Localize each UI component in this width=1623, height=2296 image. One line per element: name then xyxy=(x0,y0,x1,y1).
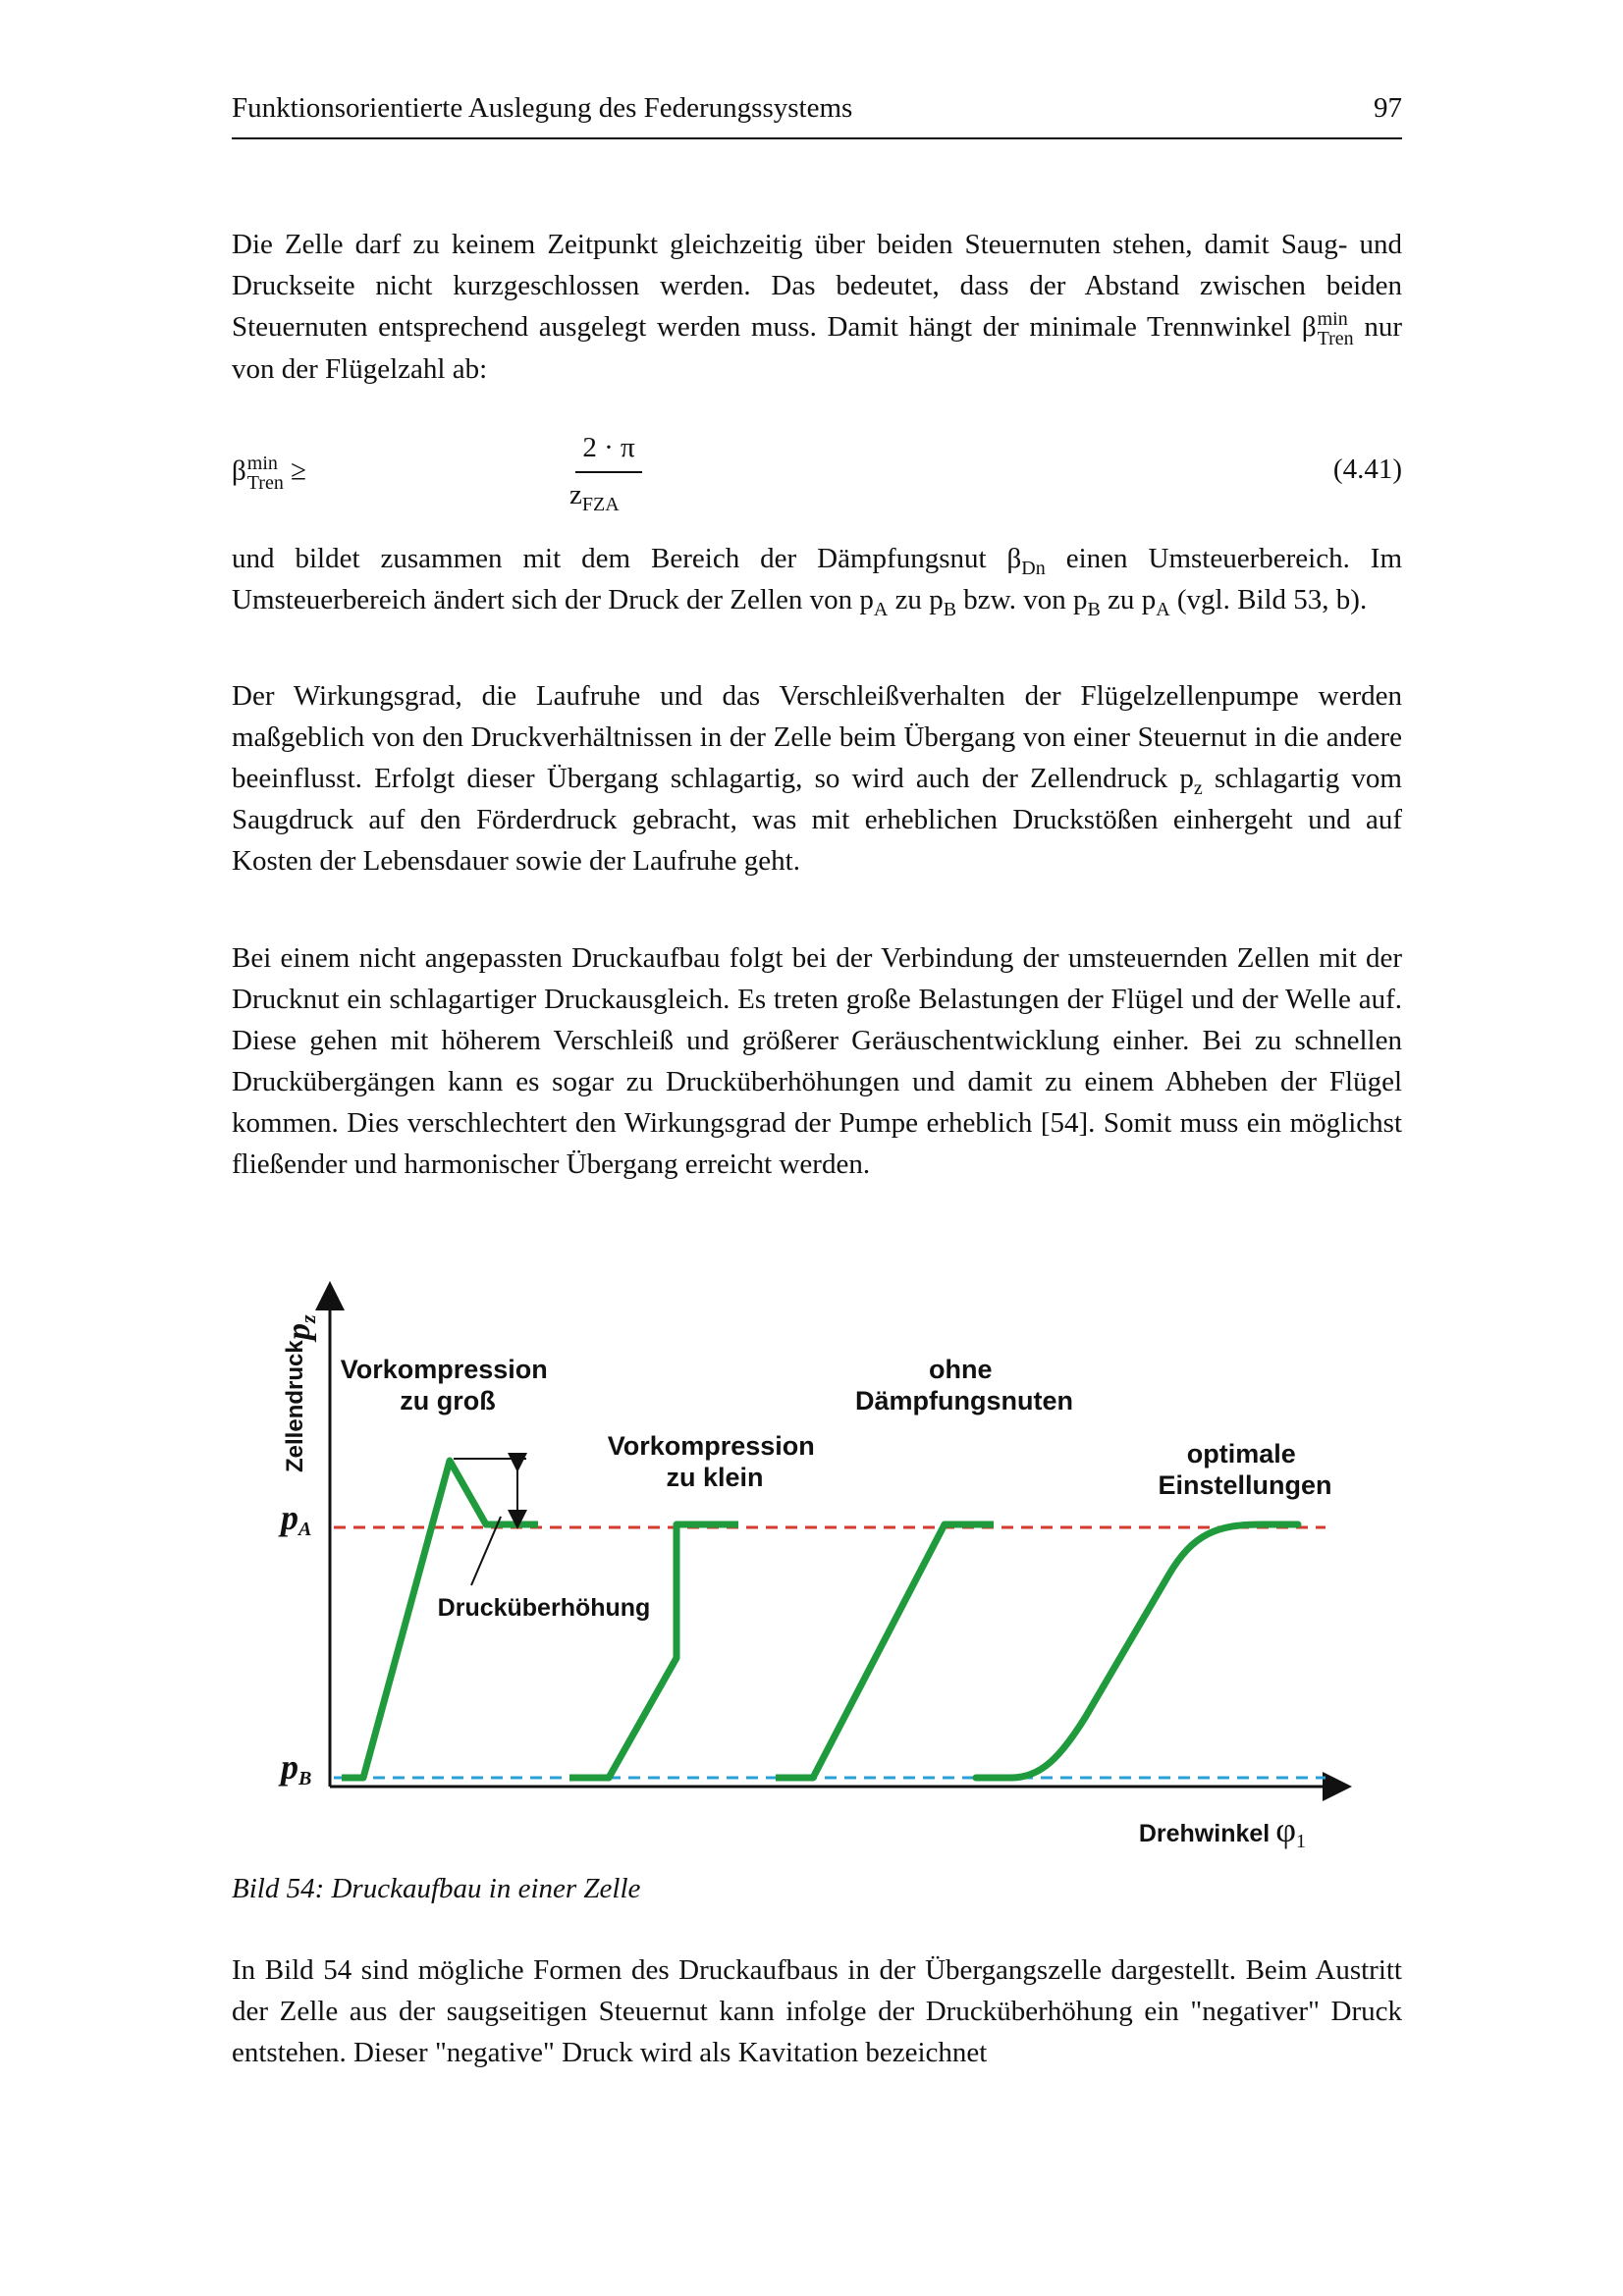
curve-optimale-einstellungen xyxy=(976,1524,1298,1778)
curve-vorkompression-zu-klein xyxy=(569,1524,738,1778)
pa-label: pA xyxy=(281,1498,312,1540)
label-ohne: ohne Dämpfungsnuten xyxy=(855,1355,1073,1415)
label-optimal: optimale Einstellungen xyxy=(1158,1439,1332,1500)
paragraph-5: In Bild 54 sind mögliche Formen des Druckaufbaus in der Übergangszelle dargestellt. Beim Austritt der Zelle aus der saugseitigen Steuernut kann infolge der Drucküberhöhung ein "negativer" Druck entstehen. Dieser "negative" Druck wird als Kavitation bezeichnet xyxy=(232,1954,1402,2068)
equation-lhs: β min Tren ≥ xyxy=(232,453,306,494)
equation-number: (4.41) xyxy=(1332,454,1402,485)
figure-caption: Bild 54: Druckaufbau in einer Zelle xyxy=(232,1873,641,1904)
curve-ohne-daempfungsnuten xyxy=(776,1524,994,1778)
label-vk-gross: Vorkompression zu groß xyxy=(340,1355,548,1415)
beta-indices: min Tren xyxy=(1317,308,1354,350)
y-axis-symbol: pz xyxy=(281,1314,320,1340)
y-axis-label: Zellendruck xyxy=(282,1340,308,1472)
paragraph-4: Bei einem nicht angepassten Druckaufbau folgt bei der Verbindung der umsteuernden Zellen mit der Drucknut ein schlagartiger Druckausgleich. Es treten große Belastungen der Flügel und der Welle auf. Diese gehen mit höherem Verschleiß und größerer Geräuschentwicklung einher. Bei zu schnellen Druckübergängen kann es sogar zu Drucküberhöhungen und damit zu einem Abheben der Flügel kommen. Dies verschlechtert den Wirkungsgrad der Pumpe erheblich [54]. Somit muss ein möglichst fließender und harmonischer Übergang erreicht werden. xyxy=(232,942,1402,1180)
beta-symbol: β xyxy=(1301,311,1317,343)
page-number: 97 xyxy=(1374,92,1402,124)
equation-4-41: β min Tren ≥ 2 · π $z_{FZA}$ (4.41) xyxy=(232,432,1402,515)
label-vk-klein: Vorkompression zu klein xyxy=(607,1431,815,1492)
x-axis-label: Drehwinkel φ1 xyxy=(1138,1810,1306,1852)
label-drueckueberhoehung: Drucküberhöhung xyxy=(437,1594,651,1622)
paragraph-2: und bildet zusammen mit dem Bereich der Dämpfungsnut $\beta_{Dn}$ einen Umsteuerbereich. Im Umsteuerbereich ändert sich der Druck der Zellen von $p_A$ zu $p_B$ bzw. von $p_B$ zu $p_A$ (vgl. Bild 53, b). xyxy=(232,543,1403,620)
pb-label: pB xyxy=(281,1747,312,1789)
paragraph-1: Die Zelle darf zu keinem Zeitpunkt gleichzeitig über beiden Steuernuten stehen, damit Saug- und Druckseite nicht kurzgeschlossen werden. Das bedeutet, dass der Abstand zwischen beiden Steuernuten entsprechend ausgelegt werden muss. Damit hängt der minimale Trennwinkel β min Tren nur von der Flügelzahl ab: xyxy=(232,229,1403,386)
running-title: Funktionsorientierte Auslegung des Federungssystems xyxy=(232,92,853,124)
paragraph-3: Der Wirkungsgrad, die Laufruhe und das Verschleißverhalten der Flügelzellenpumpe werden maßgeblich von den Druckverhältnissen in der Zelle beim Übergang von einer Steuernut in die andere beeinflusst. Erfolgt dieser Übergang schlagartig, so wird auch der Zellendruck $p_z$ schlagartig vom Saugdruck auf den Förderdruck gebracht, was mit erheblichen Druckstößen einhergeht und auf Kosten der Lebensdauer sowie der Laufruhe geht. xyxy=(232,680,1402,877)
